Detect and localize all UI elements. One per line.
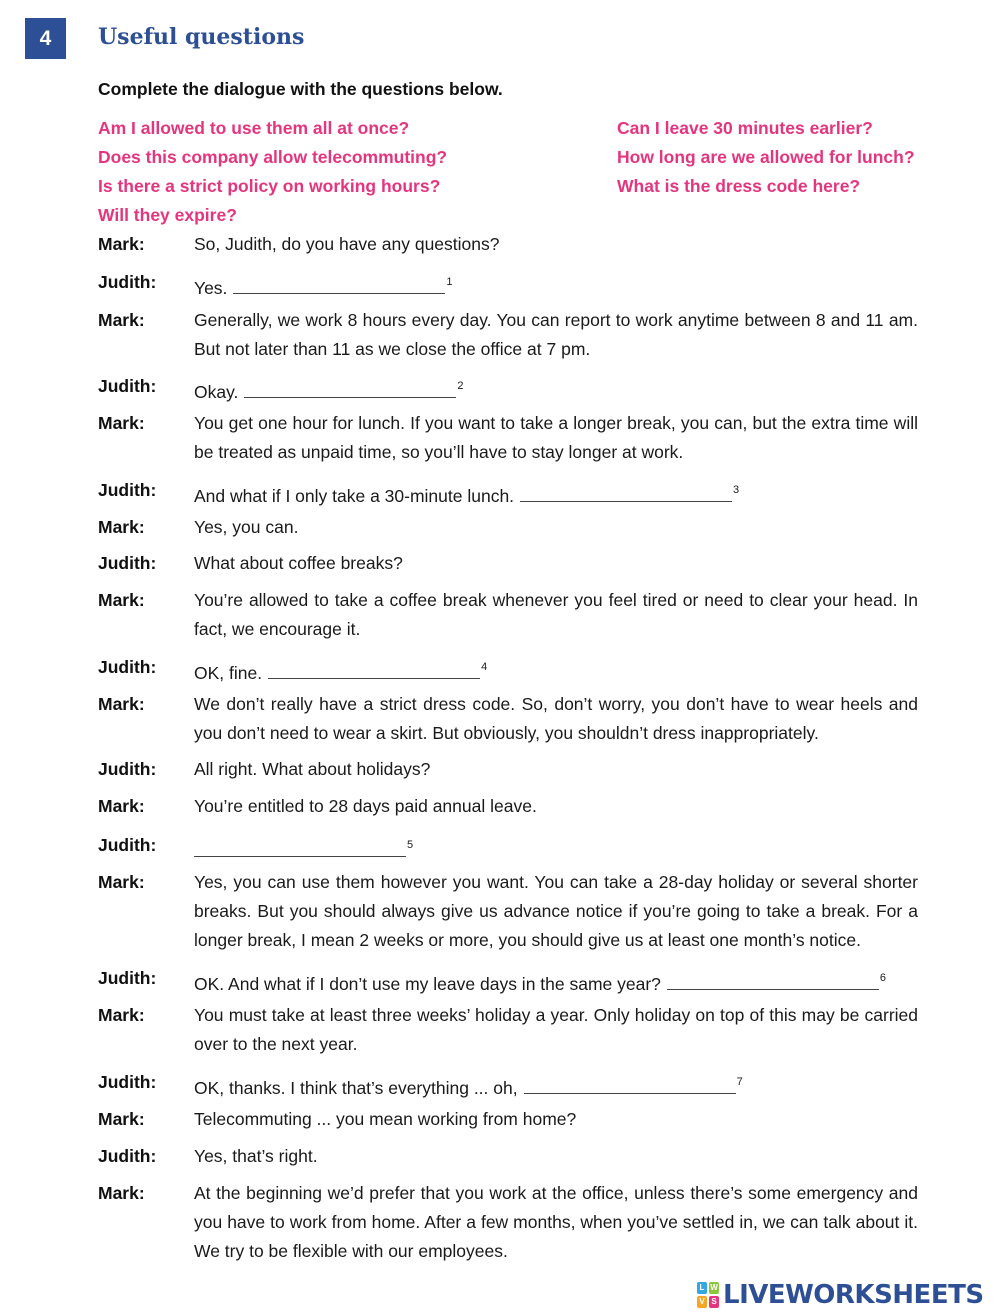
dialogue-line bbox=[98, 1142, 918, 1171]
section-number-badge: 4 bbox=[25, 18, 66, 59]
blank-number: 5 bbox=[407, 839, 414, 851]
speaker-label: Mark: bbox=[98, 694, 145, 714]
dialogue-text: Yes, you can use them however you want. You can take a 28-day holiday or several shorter breaks. But you should always give us advance notice if you’re going to take a break. For a longer break, I mean 2 weeks or more, you should give us at least one month’s notice. bbox=[194, 872, 918, 950]
section-title: Useful questions bbox=[98, 24, 305, 50]
blank-number: 2 bbox=[457, 380, 464, 392]
dialogue-line bbox=[98, 1105, 918, 1134]
dialogue-line bbox=[98, 964, 918, 999]
speaker-label: Judith: bbox=[98, 1072, 157, 1092]
dialogue-line bbox=[98, 868, 918, 955]
speaker-label: Mark: bbox=[98, 234, 145, 254]
question-option: What is the dress code here? bbox=[617, 176, 861, 196]
liveworksheets-logo bbox=[697, 1281, 984, 1309]
dialogue-text: At the beginning we’d prefer that you work at the office, unless there’s some emergency and you have to work from home. After a few months, when you’ve settled in, we can talk about it. We try to be flexible with our employees. bbox=[194, 1183, 918, 1261]
speaker-label: Mark: bbox=[98, 590, 145, 610]
question-option: Am I allowed to use them all at once? bbox=[98, 118, 410, 138]
dialogue-line bbox=[98, 586, 918, 644]
question-option: Can I leave 30 minutes earlier? bbox=[617, 118, 873, 138]
speaker-label: Judith: bbox=[98, 1146, 157, 1166]
answer-blank-5[interactable] bbox=[194, 839, 406, 857]
answer-blank-3[interactable] bbox=[520, 484, 732, 502]
answer-blank-4[interactable] bbox=[268, 661, 480, 679]
dialogue-line bbox=[98, 513, 918, 542]
speaker-label: Judith: bbox=[98, 968, 157, 988]
dialogue-line bbox=[98, 792, 918, 821]
speaker-label: Judith: bbox=[98, 835, 157, 855]
speaker-label: Mark: bbox=[98, 517, 145, 537]
dialogue-line bbox=[98, 268, 918, 303]
question-option: Will they expire? bbox=[98, 205, 237, 225]
dialogue-text: What about coffee breaks? bbox=[194, 553, 403, 573]
instruction-text: Complete the dialogue with the questions below. bbox=[98, 79, 503, 99]
dialogue-text: You’re entitled to 28 days paid annual leave. bbox=[194, 796, 537, 816]
dialogue-line bbox=[98, 230, 918, 259]
dialogue-line bbox=[98, 1001, 918, 1059]
speaker-label: Judith: bbox=[98, 759, 157, 779]
speaker-label: Judith: bbox=[98, 553, 157, 573]
dialogue-text: Yes, you can. bbox=[194, 517, 299, 537]
logo-grid-icon: L W V S bbox=[697, 1282, 719, 1308]
dialogue-line bbox=[98, 831, 918, 866]
speaker-label: Judith: bbox=[98, 480, 157, 500]
dialogue-text: Yes. bbox=[194, 278, 228, 298]
dialogue-text: OK, fine. bbox=[194, 663, 263, 683]
dialogue-line bbox=[98, 755, 918, 784]
dialogue-line bbox=[98, 1179, 918, 1266]
dialogue-line bbox=[98, 409, 918, 467]
blank-number: 6 bbox=[879, 972, 887, 984]
question-option: How long are we allowed for lunch? bbox=[617, 147, 915, 167]
dialogue-line bbox=[98, 306, 918, 364]
answer-blank-7[interactable] bbox=[524, 1076, 736, 1094]
dialogue-line bbox=[98, 476, 918, 511]
dialogue-text: You’re allowed to take a coffee break whenever you feel tired or need to clear your head. In fact, we encourage it. bbox=[194, 590, 918, 639]
logo-text: LIVEWORKSHEETS bbox=[723, 1280, 984, 1310]
dialogue-text: All right. What about holidays? bbox=[194, 759, 431, 779]
dialogue-text: Okay. bbox=[194, 382, 239, 402]
speaker-label: Judith: bbox=[98, 272, 157, 292]
dialogue-text: So, Judith, do you have any questions? bbox=[194, 234, 500, 254]
speaker-label: Mark: bbox=[98, 413, 145, 433]
answer-blank-1[interactable] bbox=[233, 276, 445, 294]
blank-number: 1 bbox=[446, 276, 453, 288]
speaker-label: Judith: bbox=[98, 376, 157, 396]
dialogue-text: OK. And what if I don’t use my leave days in the same year? bbox=[194, 974, 661, 994]
dialogue-text: Telecommuting ... you mean working from home? bbox=[194, 1109, 577, 1129]
speaker-label: Mark: bbox=[98, 1183, 145, 1203]
dialogue-line bbox=[98, 653, 918, 688]
question-option: Does this company allow telecommuting? bbox=[98, 147, 448, 167]
dialogue-text: OK, thanks. I think that’s everything ... oh, bbox=[194, 1078, 518, 1098]
dialogue-text: Yes, that’s right. bbox=[194, 1146, 318, 1166]
answer-blank-6[interactable] bbox=[667, 972, 879, 990]
dialogue-line bbox=[98, 372, 918, 407]
dialogue-line bbox=[98, 1068, 918, 1103]
blank-number: 3 bbox=[733, 484, 740, 496]
dialogue-text: And what if I only take a 30-minute lunch. bbox=[194, 486, 515, 506]
dialogue-text: Generally, we work 8 hours every day. You can report to work anytime between 8 and 11 am. But not later than 11 as we close the office at 7 pm. bbox=[194, 310, 918, 359]
dialogue-text: We don’t really have a strict dress code. So, don’t worry, you don’t have to wear heels and you don’t need to wear a skirt. But obviously, you shouldn’t dress inappropriately. bbox=[194, 694, 918, 743]
blank-number: 4 bbox=[481, 661, 488, 673]
speaker-label: Mark: bbox=[98, 1109, 145, 1129]
speaker-label: Mark: bbox=[98, 796, 145, 816]
dialogue-line bbox=[98, 690, 918, 748]
speaker-label: Mark: bbox=[98, 310, 145, 330]
blank-number: 7 bbox=[736, 1076, 743, 1088]
question-option: Is there a strict policy on working hours? bbox=[98, 176, 441, 196]
dialogue-text: You must take at least three weeks’ holiday a year. Only holiday on top of this may be carried over to the next year. bbox=[194, 1005, 918, 1054]
speaker-label: Mark: bbox=[98, 1005, 145, 1025]
dialogue-line bbox=[98, 549, 918, 578]
speaker-label: Mark: bbox=[98, 872, 145, 892]
speaker-label: Judith: bbox=[98, 657, 157, 677]
dialogue-text: You get one hour for lunch. If you want to take a longer break, you can, but the extra time will be treated as unpaid time, so you’ll have to stay longer at work. bbox=[194, 413, 918, 462]
answer-blank-2[interactable] bbox=[244, 380, 456, 398]
